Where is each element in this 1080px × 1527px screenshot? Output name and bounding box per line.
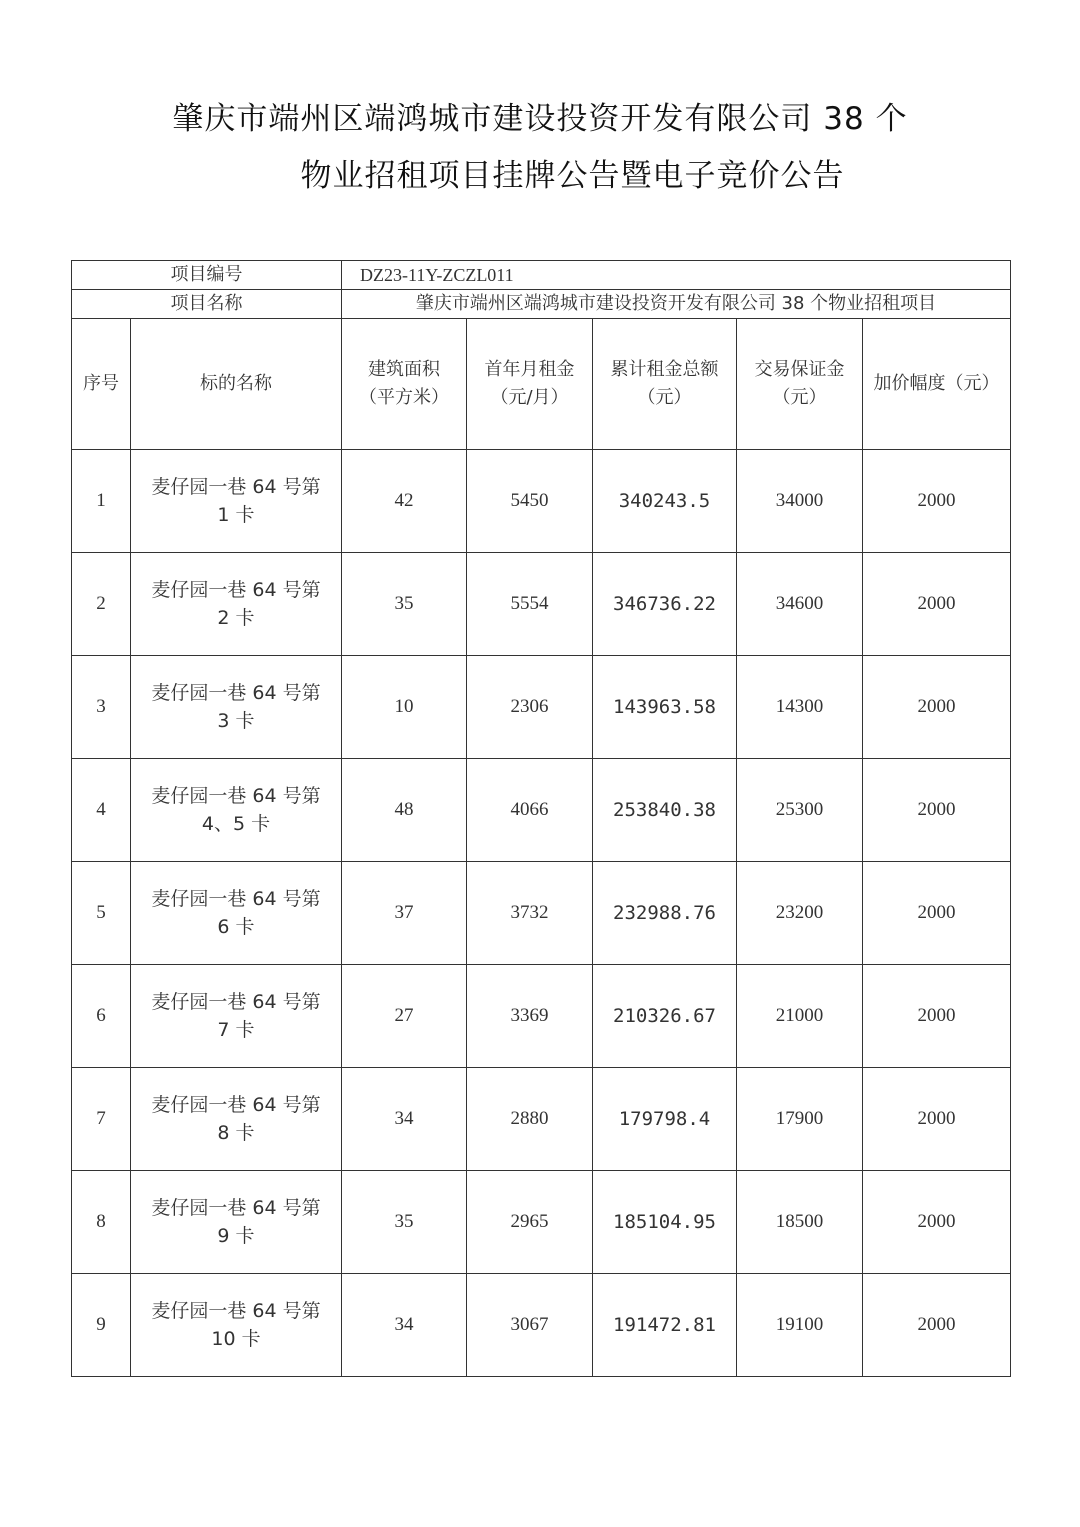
project-code-value: DZ23-11Y-ZCZL011 bbox=[342, 261, 1011, 290]
header-area bbox=[342, 319, 467, 450]
row-seq: 1 bbox=[72, 450, 131, 553]
header-first-year-rent bbox=[467, 319, 593, 450]
row-area: 42 bbox=[342, 450, 467, 553]
row-target-name-line-2: 1 卡 bbox=[217, 504, 255, 526]
row-area: 34 bbox=[342, 1068, 467, 1171]
row-deposit: 25300 bbox=[737, 759, 863, 862]
header-seq: 序号 bbox=[72, 319, 131, 450]
row-seq: 8 bbox=[72, 1171, 131, 1274]
row-area: 48 bbox=[342, 759, 467, 862]
row-deposit: 23200 bbox=[737, 862, 863, 965]
header-area-line-2: （平方米） bbox=[359, 387, 449, 408]
row-seq: 2 bbox=[72, 553, 131, 656]
row-first-year-rent: 5450 bbox=[467, 450, 593, 553]
header-deposit-line-2: （元） bbox=[772, 387, 827, 408]
row-target-name-line-1: 麦仔园一巷 64 号第 bbox=[151, 1094, 321, 1116]
row-seq: 3 bbox=[72, 656, 131, 759]
row-target-name-line-1: 麦仔园一巷 64 号第 bbox=[151, 682, 321, 704]
header-total-line-1: 累计租金总额 bbox=[610, 359, 719, 380]
document-title-line-2: 物业招租项目挂牌公告暨电子竞价公告 bbox=[300, 158, 845, 194]
row-price-increment: 2000 bbox=[863, 553, 1011, 656]
header-total-line-2: （元） bbox=[637, 387, 692, 408]
row-first-year-rent: 4066 bbox=[467, 759, 593, 862]
row-target-name-line-1: 麦仔园一巷 64 号第 bbox=[151, 1300, 321, 1322]
row-first-year-rent: 3732 bbox=[467, 862, 593, 965]
row-price-increment: 2000 bbox=[863, 656, 1011, 759]
row-first-year-rent: 3067 bbox=[467, 1274, 593, 1377]
row-seq: 6 bbox=[72, 965, 131, 1068]
row-target-name bbox=[131, 759, 342, 862]
row-total-rent: 210326.67 bbox=[593, 965, 737, 1068]
table-row bbox=[72, 553, 1011, 656]
row-target-name bbox=[131, 450, 342, 553]
row-target-name bbox=[131, 553, 342, 656]
row-deposit: 17900 bbox=[737, 1068, 863, 1171]
row-target-name-line-2: 10 卡 bbox=[211, 1328, 261, 1350]
table-row bbox=[72, 1068, 1011, 1171]
row-price-increment: 2000 bbox=[863, 1068, 1011, 1171]
row-target-name bbox=[131, 1274, 342, 1377]
row-first-year-rent: 3369 bbox=[467, 965, 593, 1068]
row-target-name-line-2: 8 卡 bbox=[217, 1122, 255, 1144]
row-total-rent: 232988.76 bbox=[593, 862, 737, 965]
row-area: 35 bbox=[342, 553, 467, 656]
row-deposit: 34000 bbox=[737, 450, 863, 553]
row-deposit: 21000 bbox=[737, 965, 863, 1068]
row-target-name bbox=[131, 862, 342, 965]
row-total-rent: 191472.81 bbox=[593, 1274, 737, 1377]
row-price-increment: 2000 bbox=[863, 862, 1011, 965]
row-target-name bbox=[131, 656, 342, 759]
project-code-label: 项目编号 bbox=[72, 261, 342, 290]
row-area: 34 bbox=[342, 1274, 467, 1377]
row-target-name-line-2: 6 卡 bbox=[217, 916, 255, 938]
row-first-year-rent: 2306 bbox=[467, 656, 593, 759]
row-target-name-line-1: 麦仔园一巷 64 号第 bbox=[151, 991, 321, 1013]
row-target-name-line-1: 麦仔园一巷 64 号第 bbox=[151, 476, 321, 498]
row-seq: 7 bbox=[72, 1068, 131, 1171]
table-row bbox=[72, 656, 1011, 759]
row-deposit: 19100 bbox=[737, 1274, 863, 1377]
row-target-name-line-1: 麦仔园一巷 64 号第 bbox=[151, 1197, 321, 1219]
project-name-row bbox=[72, 290, 1011, 319]
row-total-rent: 185104.95 bbox=[593, 1171, 737, 1274]
header-rent-line-2: （元/月） bbox=[490, 387, 569, 408]
table-row bbox=[72, 862, 1011, 965]
row-target-name bbox=[131, 1171, 342, 1274]
row-first-year-rent: 2880 bbox=[467, 1068, 593, 1171]
table-row bbox=[72, 759, 1011, 862]
row-target-name-line-2: 3 卡 bbox=[217, 710, 255, 732]
table-row bbox=[72, 1171, 1011, 1274]
row-total-rent: 179798.4 bbox=[593, 1068, 737, 1171]
row-deposit: 18500 bbox=[737, 1171, 863, 1274]
header-target-name: 标的名称 bbox=[131, 319, 342, 450]
row-seq: 5 bbox=[72, 862, 131, 965]
row-target-name-line-2: 7 卡 bbox=[217, 1019, 255, 1041]
row-target-name-line-1: 麦仔园一巷 64 号第 bbox=[151, 785, 321, 807]
row-price-increment: 2000 bbox=[863, 965, 1011, 1068]
document-title-line-1: 肇庆市端州区端鸿城市建设投资开发有限公司 38 个 bbox=[172, 101, 908, 137]
header-area-line-1: 建筑面积 bbox=[368, 359, 440, 380]
row-target-name-line-2: 2 卡 bbox=[217, 607, 255, 629]
row-deposit: 34600 bbox=[737, 553, 863, 656]
row-area: 35 bbox=[342, 1171, 467, 1274]
row-area: 27 bbox=[342, 965, 467, 1068]
row-total-rent: 253840.38 bbox=[593, 759, 737, 862]
row-target-name bbox=[131, 1068, 342, 1171]
row-first-year-rent: 5554 bbox=[467, 553, 593, 656]
project-name-label: 项目名称 bbox=[72, 290, 342, 319]
row-seq: 9 bbox=[72, 1274, 131, 1377]
row-deposit: 14300 bbox=[737, 656, 863, 759]
row-target-name-line-2: 9 卡 bbox=[217, 1225, 255, 1247]
listing-table bbox=[71, 260, 1011, 1377]
table-row bbox=[72, 965, 1011, 1068]
row-area: 10 bbox=[342, 656, 467, 759]
table-row bbox=[72, 450, 1011, 553]
row-seq: 4 bbox=[72, 759, 131, 862]
row-area: 37 bbox=[342, 862, 467, 965]
row-price-increment: 2000 bbox=[863, 450, 1011, 553]
row-total-rent: 340243.5 bbox=[593, 450, 737, 553]
row-first-year-rent: 2965 bbox=[467, 1171, 593, 1274]
row-price-increment: 2000 bbox=[863, 759, 1011, 862]
row-target-name bbox=[131, 965, 342, 1068]
row-target-name-line-2: 4、5 卡 bbox=[201, 813, 271, 835]
project-name-value: 肇庆市端州区端鸿城市建设投资开发有限公司 38 个物业招租项目 bbox=[342, 290, 1011, 319]
row-price-increment: 2000 bbox=[863, 1171, 1011, 1274]
row-target-name-line-1: 麦仔园一巷 64 号第 bbox=[151, 579, 321, 601]
project-code-row bbox=[72, 261, 1011, 290]
table-header-row bbox=[72, 319, 1011, 450]
row-price-increment: 2000 bbox=[863, 1274, 1011, 1377]
header-rent-line-1: 首年月租金 bbox=[484, 359, 575, 380]
header-deposit bbox=[737, 319, 863, 450]
row-total-rent: 346736.22 bbox=[593, 553, 737, 656]
table-row bbox=[72, 1274, 1011, 1377]
row-total-rent: 143963.58 bbox=[593, 656, 737, 759]
row-target-name-line-1: 麦仔园一巷 64 号第 bbox=[151, 888, 321, 910]
header-price-increment: 加价幅度（元） bbox=[863, 319, 1011, 450]
header-deposit-line-1: 交易保证金 bbox=[754, 359, 845, 380]
header-total-rent bbox=[593, 319, 737, 450]
